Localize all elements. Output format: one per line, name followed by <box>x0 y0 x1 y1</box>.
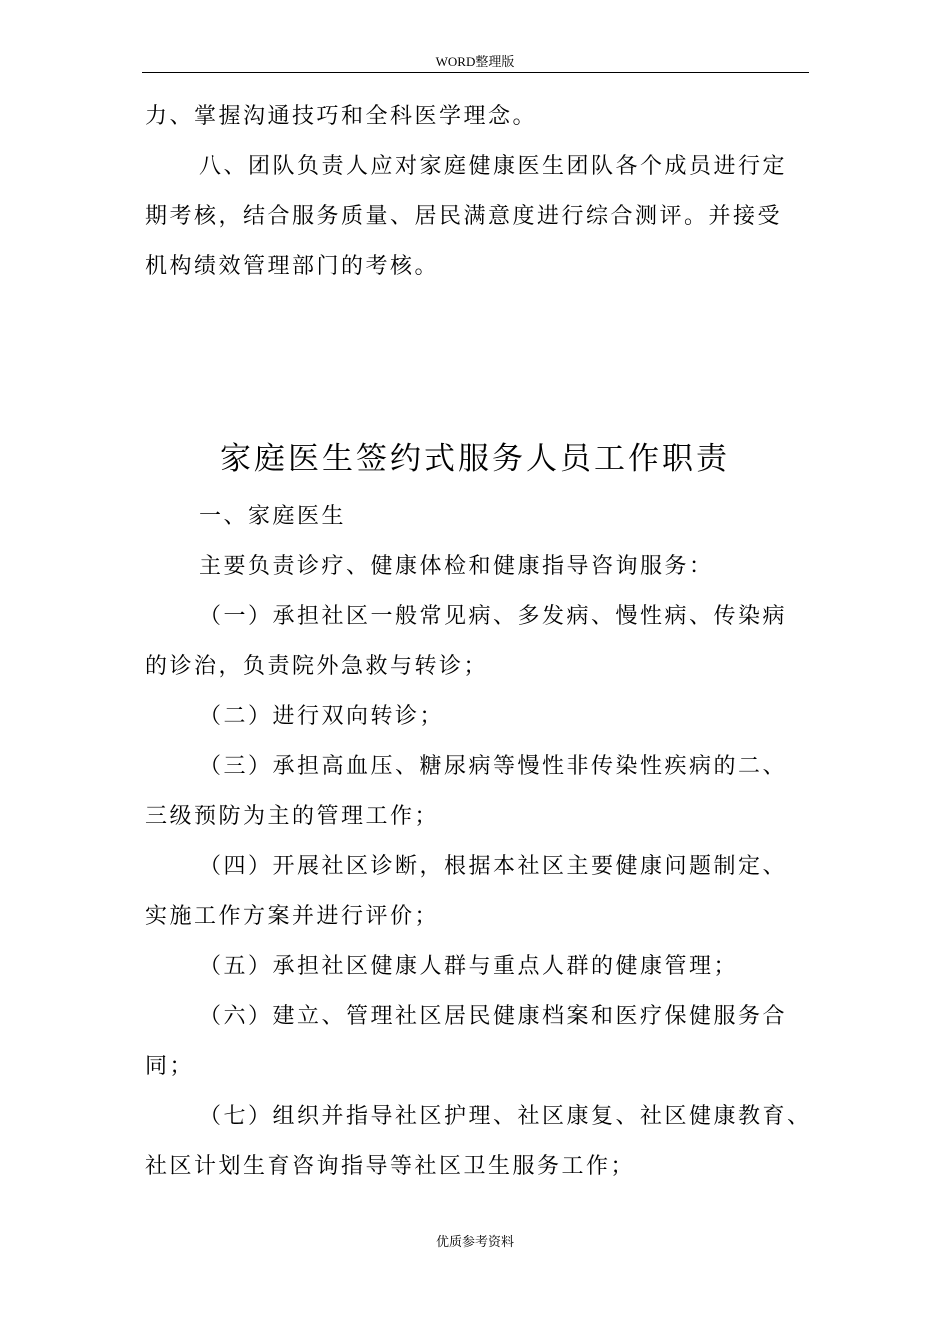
item-6-line-1: （六）建立、管理社区居民健康档案和医疗保健服务合 <box>199 1004 788 1029</box>
page-footer: 优质参考资料 <box>435 1235 514 1250</box>
section-title: 家庭医生签约式服务人员工作职责 <box>220 441 730 477</box>
item-5-line-1: （五）承担社区健康人群与重点人群的健康管理； <box>199 954 739 979</box>
continuation-line: 力、掌握沟通技巧和全科医学理念。 <box>145 104 538 129</box>
item-eight-line-1: 八、团队负责人应对家庭健康医生团队各个成员进行定 <box>199 154 788 179</box>
header-text: WORD整理版 <box>435 54 515 69</box>
item-3-line-1: （三）承担高血压、糖尿病等慢性非传染性疾病的二、 <box>199 754 788 779</box>
item-4-line-1: （四）开展社区诊断，根据本社区主要健康问题制定、 <box>199 854 788 879</box>
item-6-line-2: 同； <box>145 1054 195 1079</box>
item-1-line-1: （一）承担社区一般常见病、多发病、慢性病、传染病 <box>199 604 788 629</box>
header-rule <box>142 72 809 73</box>
item-2-line-1: （二）进行双向转诊； <box>199 704 445 729</box>
item-7-line-1: （七）组织并指导社区护理、社区康复、社区健康教育、 <box>199 1104 812 1129</box>
item-7-line-2: 社区计划生育咨询指导等社区卫生服务工作； <box>145 1154 636 1179</box>
section-intro: 主要负责诊疗、健康体检和健康指导咨询服务： <box>199 554 714 579</box>
section-body <box>145 492 810 1192</box>
item-3-line-2: 三级预防为主的管理工作； <box>145 804 440 829</box>
item-1-line-2: 的诊治，负责院外急救与转诊； <box>145 654 489 679</box>
item-eight-line-3: 机构绩效管理部门的考核。 <box>145 254 440 279</box>
top-paragraphs <box>145 92 810 292</box>
item-eight-line-2: 期考核，结合服务质量、居民满意度进行综合测评。并接受 <box>145 204 783 229</box>
item-4-line-2: 实施工作方案并进行评价； <box>145 904 440 929</box>
section-heading: 一、家庭医生 <box>199 504 347 529</box>
